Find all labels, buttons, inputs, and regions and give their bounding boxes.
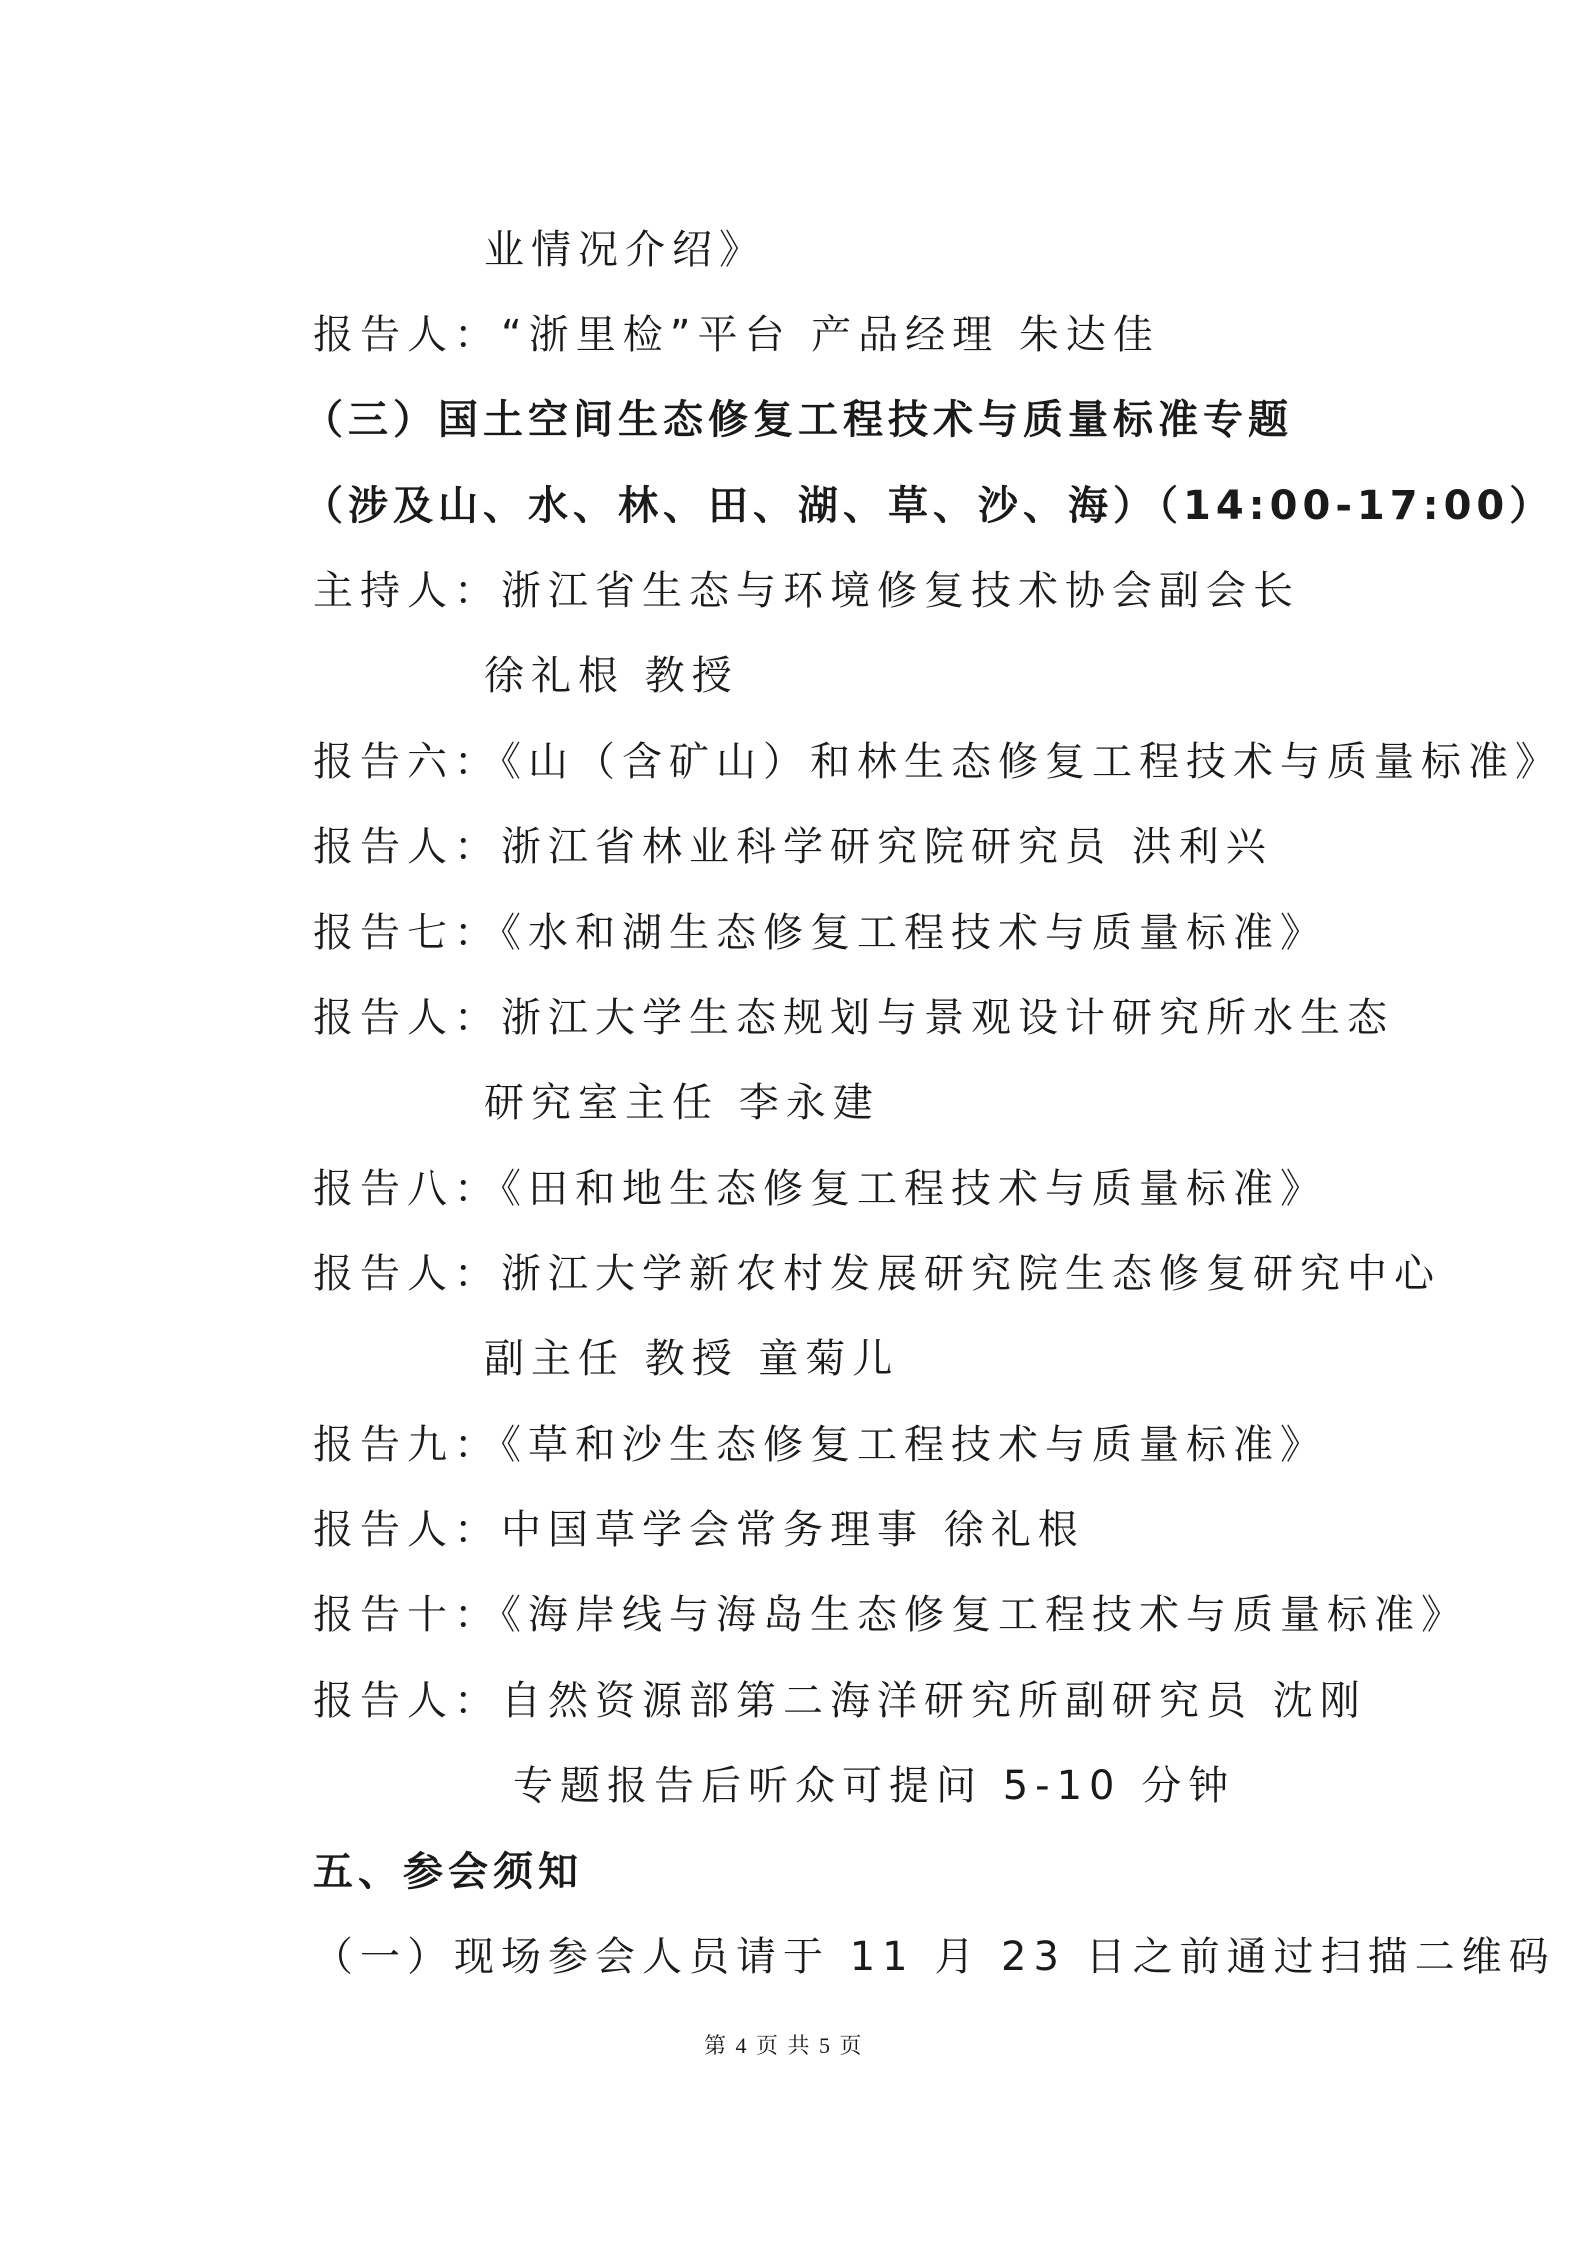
text-line: 研究室主任 李永建 xyxy=(484,1080,880,1126)
text-line: 报告人：“浙里检”平台 产品经理 朱达佳 xyxy=(313,312,1160,358)
text-line: 业情况介绍》 xyxy=(484,227,766,273)
text-line: 主持人：浙江省生态与环境修复技术协会副会长 xyxy=(313,568,1300,614)
text-line: 报告人：浙江大学生态规划与景观设计研究所水生态 xyxy=(313,995,1394,1041)
text-line: 报告十：《海岸线与海岛生态修复工程技术与质量标准》 xyxy=(313,1592,1468,1638)
text-line: 报告七：《水和湖生态修复工程技术与质量标准》 xyxy=(313,910,1327,956)
text-line: 报告九：《草和沙生态修复工程技术与质量标准》 xyxy=(313,1422,1327,1468)
section-heading: （三）国土空间生态修复工程技术与质量标准专题 xyxy=(303,397,1293,443)
section-heading: 五、参会须知 xyxy=(313,1849,583,1895)
text-line: 报告八：《田和地生态修复工程技术与质量标准》 xyxy=(313,1166,1327,1212)
text-line: （一）现场参会人员请于 11 月 23 日之前通过扫描二维码 xyxy=(313,1934,1556,1980)
text-line: 副主任 教授 童菊儿 xyxy=(484,1336,900,1382)
text-line: 报告人：浙江大学新农村发展研究院生态修复研究中心 xyxy=(313,1251,1441,1297)
text-line: 报告六：《山（含矿山）和林生态修复工程技术与质量标准》 xyxy=(313,739,1562,785)
text-line: 徐礼根 教授 xyxy=(484,653,739,699)
text-line: 报告人：自然资源部第二海洋研究所副研究员 沈刚 xyxy=(313,1678,1367,1724)
note-line: 专题报告后听众可提问 5-10 分钟 xyxy=(513,1763,1236,1809)
section-subheading: （涉及山、水、林、田、湖、草、沙、海）（14:00-17:00） xyxy=(303,483,1555,529)
text-line: 报告人：浙江省林业科学研究院研究员 洪利兴 xyxy=(313,824,1273,870)
text-line: 报告人：中国草学会常务理事 徐礼根 xyxy=(313,1507,1085,1553)
page-footer: 第 4 页 共 5 页 xyxy=(704,2033,864,2058)
